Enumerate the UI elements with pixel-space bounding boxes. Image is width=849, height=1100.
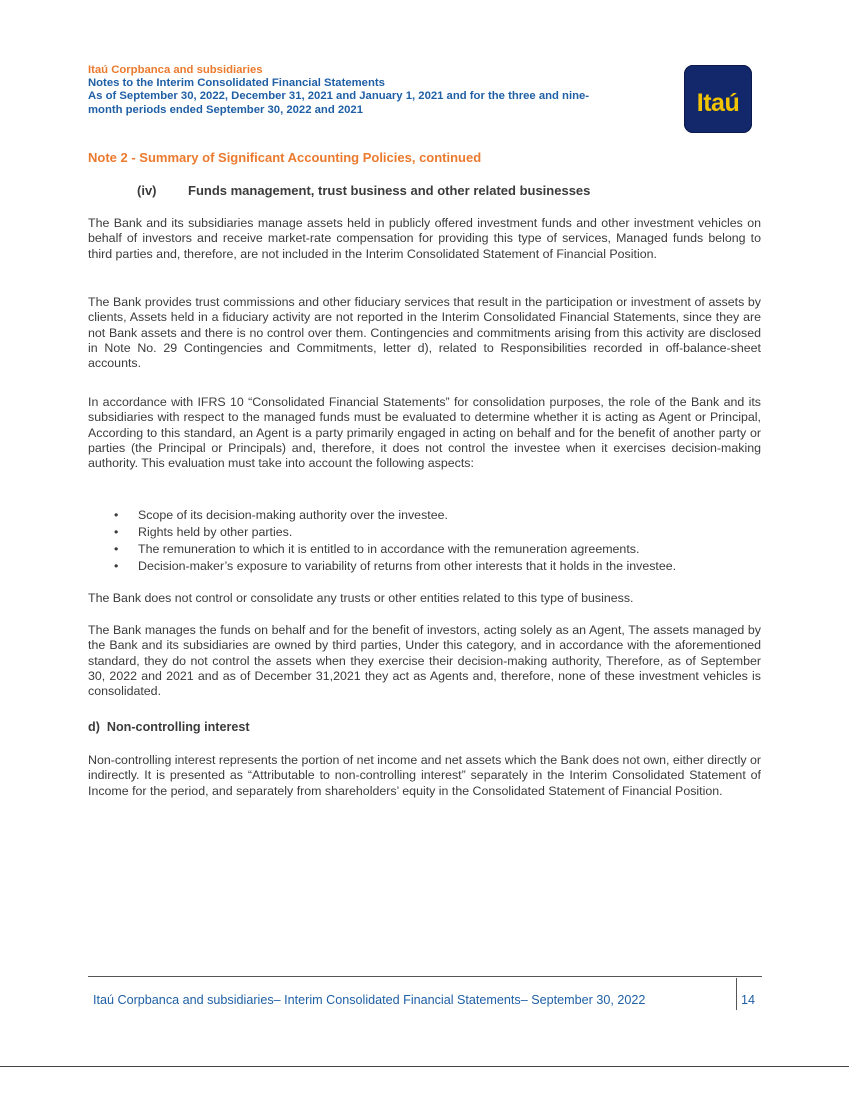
- list-item: • Rights held by other parties.: [88, 524, 761, 541]
- subsection-number: (iv): [137, 183, 157, 198]
- document-subtitle: Notes to the Interim Consolidated Financial Statements: [88, 77, 385, 90]
- paragraph-non-controlling: Non-controlling interest represents the portion of net income and net assets which the Bank does not own, either directly or indirectly. It is presented as “Attributable to non-controlling interest” separately in the Interim Consolidated Statement of Income for the period, and separately from shareholders’ equity in the Consolidated Statement of Financial Position.: [88, 753, 761, 798]
- period-line-1: As of September 30, 2022, December 31, 2021 and January 1, 2021 and for the three and nine-: [88, 90, 590, 103]
- period-line-2: month periods ended September 30, 2022 and 2021: [88, 103, 363, 116]
- list-item: • Scope of its decision-making authority over the investee.: [88, 507, 761, 524]
- list-item: • The remuneration to which it is entitled to in accordance with the remuneration agreements.: [88, 541, 761, 558]
- document-header: [88, 64, 658, 117]
- note-title: Note 2 - Summary of Significant Accounting Policies, continued: [88, 150, 482, 165]
- footer-text: Itaú Corpbanca and subsidiaries– Interim Consolidated Financial Statements– September 30, 2022: [93, 993, 646, 1007]
- logo-text: Itaú: [696, 88, 740, 117]
- paragraph-funds-management: The Bank and its subsidiaries manage assets held in publicly offered investment funds and other investment vehicles on behalf of investors and receive market-rate compensation for providing this type of services, Managed funds belong to third parties and, therefore, are not included in the Interim Consolidated Statement of Financial Position.: [88, 216, 761, 261]
- company-name: Itaú Corpbanca and subsidiaries: [88, 64, 263, 76]
- subsection-heading: [137, 183, 590, 198]
- subsection-title: Funds management, trust business and other related businesses: [188, 183, 591, 198]
- paragraph-agent: The Bank manages the funds on behalf and for the benefit of investors, acting solely as an Agent, The assets managed by the Bank and its subsidiaries are owned by third parties, Under this category, and in accordance with the aforementioned standard, they do not control the assets when they exercise their decision-making authority, Therefore, as of September 30, 2022 and 2021 and as of December 31,2021 they act as Agents and, therefore, none of these investment vehicles is consolidated.: [88, 623, 761, 699]
- footer-vertical-divider: [736, 978, 737, 1010]
- footer-divider: [88, 976, 762, 977]
- paragraph-trust-commissions: The Bank provides trust commissions and other fiduciary services that result in the participation or investment of assets by clients, Assets held in a fiduciary activity are not reported in the Interim Consolidated Financial Statements, since they are not Bank assets and there is no control over them. Contingencies and commitments arising from this activity are disclosed in Note No. 29 Contingencies and Commitments, letter d), related to Responsibilities recorded in off-balance-sheet accounts.: [88, 295, 761, 371]
- paragraph-no-control: The Bank does not control or consolidate any trusts or other entities related to this type of business.: [88, 591, 634, 605]
- itau-logo: [684, 65, 752, 133]
- section-d-heading: d) Non-controlling interest: [88, 720, 250, 734]
- paragraph-ifrs10: In accordance with IFRS 10 “Consolidated Financial Statements” for consolidation purposes, the role of the Bank and its subsidiaries with respect to the managed funds must be evaluated to determine whether it is acting as Agent or Principal, According to this standard, an Agent is a party primarily engaged in acting on behalf and for the benefit of another party or parties (the Principal or Principals) and, therefore, it does not control the investee when it exercises decision-making authority. This evaluation must take into account the following aspects:: [88, 395, 761, 471]
- aspects-list: [88, 507, 761, 575]
- list-item: • Decision-maker’s exposure to variability of returns from other interests that it holds in the investee.: [88, 558, 761, 575]
- page-number: 14: [741, 993, 756, 1007]
- page-bottom-edge: [0, 1066, 849, 1067]
